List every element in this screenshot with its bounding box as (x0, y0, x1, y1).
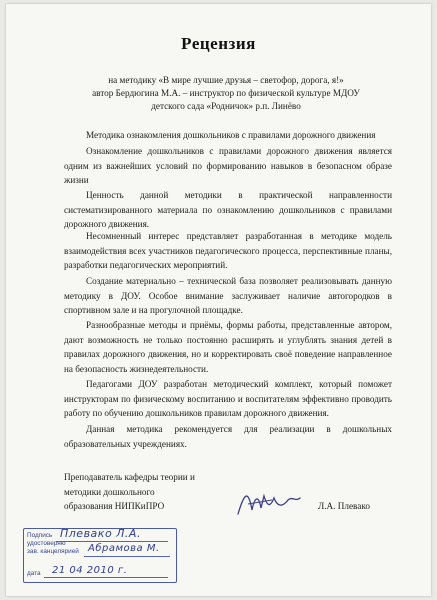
paragraph-3: Ценность данной методики в практической направленности систематизированного материала по ознакомлению дошкольников с правилами дорожного движения. (64, 190, 392, 230)
paragraph-4: Несомненный интерес представляет разработанная в методике модель взаимодействия всех участников педагогического процесса, перспективные планы, разработки педагогических мероприятий. (64, 231, 392, 271)
paragraph-5: Создание материально – технической база позволяет реализовывать данную методику в ДОУ. Особое внимание заслуживает наличие автогородков в спортивном зале и на прогулочной площадке. (64, 276, 392, 316)
header-line-3: детского сада «Родничок» р.п. Линёво (151, 101, 301, 111)
paragraph-8: Данная методика рекомендуется для реализации в дошкольных образовательных учреждениях. (64, 424, 392, 449)
paragraph-6: Разнообразные методы и приёмы, формы работы, представленные автором, дают возможность не только постоянно расширять и углублять знания детей в правилах дорожного движения, но и корректировать своё поведение направленное на безопасность жизнедеятельности. (64, 320, 392, 374)
document-page (6, 4, 431, 596)
header-line-1: на методику «В мире лучшие друзья – светофор, дорога, я!» (108, 75, 344, 85)
paragraph-2: Ознакомление дошкольников с правилами дорожного движения является одним из важнейших условий по формированию навыков в безопасном образе жизни (64, 146, 392, 186)
stamp-line-signature (56, 541, 168, 542)
certification-stamp (23, 528, 177, 583)
stamp-line-officer (84, 556, 170, 557)
signatory-title (64, 470, 244, 514)
stamp-hand-officer: Абрамова М. (88, 543, 160, 554)
stamp-hand-date: 21 04 2010 г. (52, 565, 128, 576)
stamp-label-date: дата (27, 570, 41, 577)
document-title: Рецензия (181, 34, 256, 53)
stamp-label-signature: Подпись (27, 532, 53, 539)
signatory-line-3: образования НИПКиПРО (64, 501, 165, 512)
stamp-label-certified: удостоверяю (27, 540, 66, 547)
signatory-line-1: Преподаватель кафедры теории и (64, 472, 195, 482)
signatory-line-2: методики дошкольного (64, 486, 155, 497)
paragraph-1: Методика ознакомления дошкольников с правилами дорожного движения (86, 130, 376, 140)
handwritten-signature (234, 484, 304, 524)
stamp-hand-name: Плевако Л.А. (60, 527, 141, 540)
paragraph-7: Педагогами ДОУ разработан методический комплект, который поможет инструкторам по физическому воспитанию и воспитателям эффективно проводить работу по обучению дошкольников правилам дорожного движения. (64, 379, 392, 419)
stamp-line-date (44, 577, 168, 578)
stamp-label-office-1: зав. канцелярией (27, 548, 79, 555)
header-line-2: автор Бердюгина М.А. – инструктор по физической культуре МДОУ (92, 88, 360, 98)
signatory-name: Л.А. Плевако (318, 501, 370, 511)
